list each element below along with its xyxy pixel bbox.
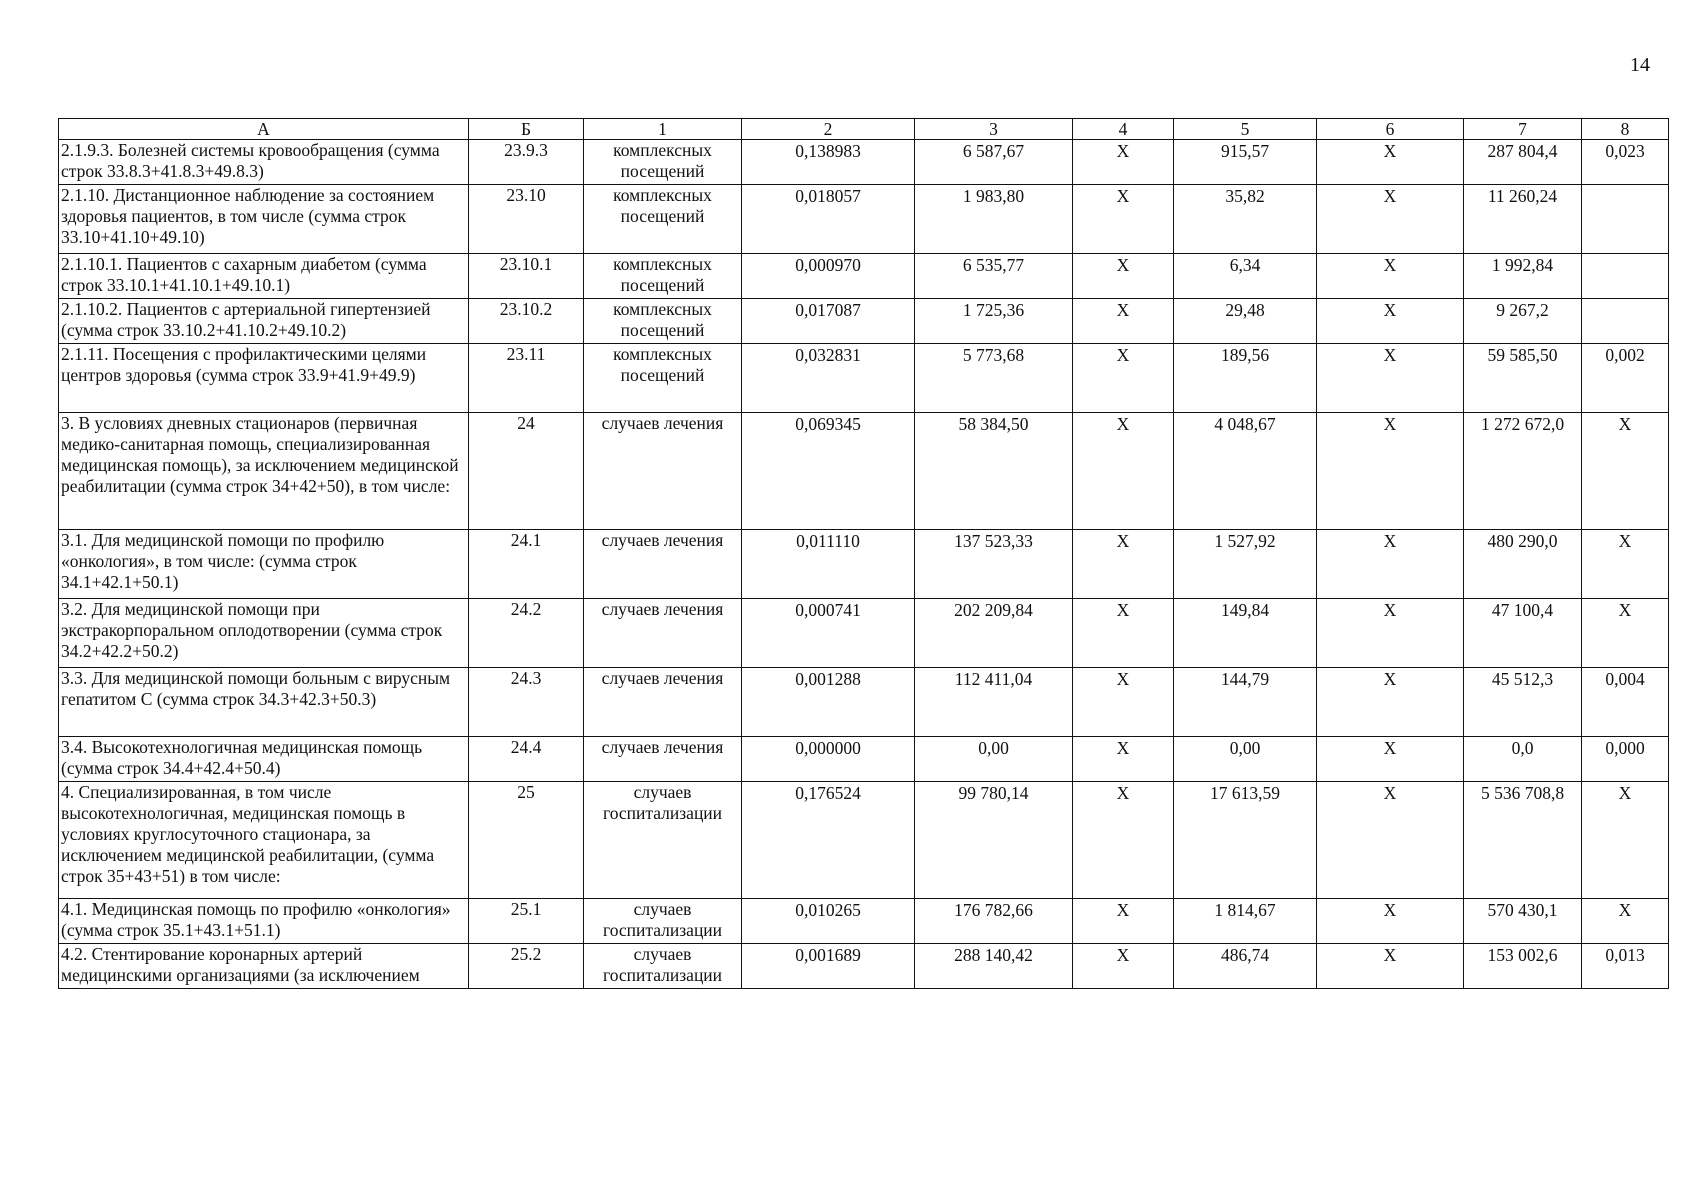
row-unit-cell: случаев лечения bbox=[584, 668, 742, 737]
row-col2-cell: 0,010265 bbox=[742, 899, 915, 944]
row-unit-cell: комплексных посещений bbox=[584, 185, 742, 254]
row-col3-cell: 58 384,50 bbox=[915, 413, 1073, 530]
row-name-cell: 2.1.10. Дистанционное наблюдение за состоянием здоровья пациентов, в том числе (сумма строк 33.10+41.10+49.10) bbox=[59, 185, 469, 254]
row-col5-cell: 4 048,67 bbox=[1174, 413, 1317, 530]
row-col4-cell: Х bbox=[1073, 782, 1174, 899]
header-col-8: 8 bbox=[1582, 119, 1669, 140]
row-col5-cell: 189,56 bbox=[1174, 344, 1317, 413]
row-col4-cell: Х bbox=[1073, 140, 1174, 185]
row-unit-cell: случаев госпитализации bbox=[584, 899, 742, 944]
row-col5-cell: 144,79 bbox=[1174, 668, 1317, 737]
table-row bbox=[59, 254, 1669, 299]
row-col4-cell: Х bbox=[1073, 254, 1174, 299]
header-col-1: 1 bbox=[584, 119, 742, 140]
row-unit-cell: комплексных посещений bbox=[584, 140, 742, 185]
row-col8-cell bbox=[1582, 185, 1669, 254]
row-code-cell: 25 bbox=[469, 782, 584, 899]
row-col6-cell: Х bbox=[1317, 344, 1464, 413]
row-col7-cell: 287 804,4 bbox=[1464, 140, 1582, 185]
row-col2-cell: 0,000741 bbox=[742, 599, 915, 668]
row-col8-cell bbox=[1582, 299, 1669, 344]
row-col3-cell: 202 209,84 bbox=[915, 599, 1073, 668]
row-col3-cell: 1 983,80 bbox=[915, 185, 1073, 254]
row-col8-cell: 0,004 bbox=[1582, 668, 1669, 737]
row-col7-cell: 153 002,6 bbox=[1464, 944, 1582, 989]
row-code-cell: 24.1 bbox=[469, 530, 584, 599]
row-col4-cell: Х bbox=[1073, 413, 1174, 530]
table-row bbox=[59, 782, 1669, 899]
row-col5-cell: 915,57 bbox=[1174, 140, 1317, 185]
table-row bbox=[59, 140, 1669, 185]
table-row bbox=[59, 599, 1669, 668]
data-table bbox=[58, 118, 1669, 989]
row-col8-cell bbox=[1582, 254, 1669, 299]
row-col3-cell: 176 782,66 bbox=[915, 899, 1073, 944]
row-col3-cell: 5 773,68 bbox=[915, 344, 1073, 413]
row-name-cell: 2.1.11. Посещения с профилактическими целями центров здоровья (сумма строк 33.9+41.9+49.9) bbox=[59, 344, 469, 413]
row-col6-cell: Х bbox=[1317, 899, 1464, 944]
row-col2-cell: 0,000970 bbox=[742, 254, 915, 299]
row-col7-cell: 45 512,3 bbox=[1464, 668, 1582, 737]
header-row bbox=[59, 119, 1669, 140]
row-code-cell: 24.4 bbox=[469, 737, 584, 782]
row-col4-cell: Х bbox=[1073, 668, 1174, 737]
row-col6-cell: Х bbox=[1317, 737, 1464, 782]
header-col-6: 6 bbox=[1317, 119, 1464, 140]
row-unit-cell: случаев лечения bbox=[584, 737, 742, 782]
row-col5-cell: 29,48 bbox=[1174, 299, 1317, 344]
row-col3-cell: 6 535,77 bbox=[915, 254, 1073, 299]
table-header bbox=[59, 119, 1669, 140]
table-row bbox=[59, 299, 1669, 344]
row-col8-cell: Х bbox=[1582, 530, 1669, 599]
page-number: 14 bbox=[1630, 54, 1650, 76]
row-name-cell: 3. В условиях дневных стационаров (первичная медико-санитарная помощь, специализированная медицинская помощь), за исключением медицинской реабилитации (сумма строк 34+42+50), в том числе: bbox=[59, 413, 469, 530]
row-unit-cell: комплексных посещений bbox=[584, 299, 742, 344]
row-col3-cell: 137 523,33 bbox=[915, 530, 1073, 599]
row-col5-cell: 6,34 bbox=[1174, 254, 1317, 299]
row-col7-cell: 5 536 708,8 bbox=[1464, 782, 1582, 899]
row-code-cell: 23.11 bbox=[469, 344, 584, 413]
row-col7-cell: 480 290,0 bbox=[1464, 530, 1582, 599]
row-code-cell: 25.2 bbox=[469, 944, 584, 989]
row-col5-cell: 0,00 bbox=[1174, 737, 1317, 782]
table-row bbox=[59, 737, 1669, 782]
row-code-cell: 23.10.2 bbox=[469, 299, 584, 344]
row-name-cell: 3.4. Высокотехнологичная медицинская помощь (сумма строк 34.4+42.4+50.4) bbox=[59, 737, 469, 782]
row-col3-cell: 0,00 bbox=[915, 737, 1073, 782]
row-col6-cell: Х bbox=[1317, 944, 1464, 989]
row-col2-cell: 0,176524 bbox=[742, 782, 915, 899]
row-col8-cell: 0,023 bbox=[1582, 140, 1669, 185]
header-col-3: 3 bbox=[915, 119, 1073, 140]
row-code-cell: 23.10 bbox=[469, 185, 584, 254]
row-col5-cell: 486,74 bbox=[1174, 944, 1317, 989]
row-col8-cell: Х bbox=[1582, 782, 1669, 899]
row-unit-cell: комплексных посещений bbox=[584, 254, 742, 299]
header-col-4: 4 bbox=[1073, 119, 1174, 140]
row-name-cell: 4.1. Медицинская помощь по профилю «онкология» (сумма строк 35.1+43.1+51.1) bbox=[59, 899, 469, 944]
row-col6-cell: Х bbox=[1317, 185, 1464, 254]
row-col3-cell: 112 411,04 bbox=[915, 668, 1073, 737]
row-name-cell: 4.2. Стентирование коронарных артерий медицинскими организациями (за исключением bbox=[59, 944, 469, 989]
row-code-cell: 24 bbox=[469, 413, 584, 530]
row-code-cell: 25.1 bbox=[469, 899, 584, 944]
row-col4-cell: Х bbox=[1073, 944, 1174, 989]
table-row bbox=[59, 944, 1669, 989]
row-col5-cell: 17 613,59 bbox=[1174, 782, 1317, 899]
row-name-cell: 2.1.10.2. Пациентов с артериальной гипертензией (сумма строк 33.10.2+41.10.2+49.10.2) bbox=[59, 299, 469, 344]
row-unit-cell: случаев лечения bbox=[584, 413, 742, 530]
row-col4-cell: Х bbox=[1073, 299, 1174, 344]
row-col2-cell: 0,000000 bbox=[742, 737, 915, 782]
row-col5-cell: 1 814,67 bbox=[1174, 899, 1317, 944]
row-col6-cell: Х bbox=[1317, 413, 1464, 530]
row-col2-cell: 0,011110 bbox=[742, 530, 915, 599]
row-col7-cell: 59 585,50 bbox=[1464, 344, 1582, 413]
row-unit-cell: случаев лечения bbox=[584, 530, 742, 599]
row-col2-cell: 0,069345 bbox=[742, 413, 915, 530]
row-name-cell: 3.3. Для медицинской помощи больным с вирусным гепатитом С (сумма строк 34.3+42.3+50.3) bbox=[59, 668, 469, 737]
row-col5-cell: 149,84 bbox=[1174, 599, 1317, 668]
row-unit-cell: комплексных посещений bbox=[584, 344, 742, 413]
row-col3-cell: 6 587,67 bbox=[915, 140, 1073, 185]
row-col2-cell: 0,001288 bbox=[742, 668, 915, 737]
table-row bbox=[59, 413, 1669, 530]
row-name-cell: 2.1.10.1. Пациентов с сахарным диабетом (сумма строк 33.10.1+41.10.1+49.10.1) bbox=[59, 254, 469, 299]
row-unit-cell: случаев лечения bbox=[584, 599, 742, 668]
row-unit-cell: случаев госпитализации bbox=[584, 782, 742, 899]
table-body bbox=[59, 140, 1669, 989]
row-col7-cell: 9 267,2 bbox=[1464, 299, 1582, 344]
row-code-cell: 23.9.3 bbox=[469, 140, 584, 185]
row-col5-cell: 1 527,92 bbox=[1174, 530, 1317, 599]
table-row bbox=[59, 530, 1669, 599]
header-col-5: 5 bbox=[1174, 119, 1317, 140]
row-code-cell: 24.3 bbox=[469, 668, 584, 737]
row-col4-cell: Х bbox=[1073, 899, 1174, 944]
row-col7-cell: 11 260,24 bbox=[1464, 185, 1582, 254]
row-col8-cell: Х bbox=[1582, 899, 1669, 944]
row-name-cell: 3.2. Для медицинской помощи при экстракорпоральном оплодотворении (сумма строк 34.2+42.2+50.2) bbox=[59, 599, 469, 668]
row-col3-cell: 1 725,36 bbox=[915, 299, 1073, 344]
header-col-2: 2 bbox=[742, 119, 915, 140]
row-col8-cell: 0,013 bbox=[1582, 944, 1669, 989]
row-col3-cell: 99 780,14 bbox=[915, 782, 1073, 899]
row-col8-cell: 0,000 bbox=[1582, 737, 1669, 782]
row-col2-cell: 0,138983 bbox=[742, 140, 915, 185]
row-col6-cell: Х bbox=[1317, 140, 1464, 185]
row-col8-cell: Х bbox=[1582, 599, 1669, 668]
row-name-cell: 2.1.9.3. Болезней системы кровообращения (сумма строк 33.8.3+41.8.3+49.8.3) bbox=[59, 140, 469, 185]
row-col7-cell: 0,0 bbox=[1464, 737, 1582, 782]
row-col8-cell: Х bbox=[1582, 413, 1669, 530]
row-col7-cell: 1 992,84 bbox=[1464, 254, 1582, 299]
row-unit-cell: случаев госпитализации bbox=[584, 944, 742, 989]
row-col6-cell: Х bbox=[1317, 530, 1464, 599]
row-col6-cell: Х bbox=[1317, 668, 1464, 737]
row-col6-cell: Х bbox=[1317, 299, 1464, 344]
row-col8-cell: 0,002 bbox=[1582, 344, 1669, 413]
row-col4-cell: Х bbox=[1073, 185, 1174, 254]
row-code-cell: 23.10.1 bbox=[469, 254, 584, 299]
row-col3-cell: 288 140,42 bbox=[915, 944, 1073, 989]
row-col4-cell: Х bbox=[1073, 599, 1174, 668]
row-name-cell: 4. Специализированная, в том числе высокотехнологичная, медицинская помощь в условиях круглосуточного стационара, за исключением медицинской реабилитации, (сумма строк 35+43+51) в том числе: bbox=[59, 782, 469, 899]
table-row bbox=[59, 344, 1669, 413]
row-col7-cell: 570 430,1 bbox=[1464, 899, 1582, 944]
row-col6-cell: Х bbox=[1317, 254, 1464, 299]
row-col6-cell: Х bbox=[1317, 782, 1464, 899]
row-col4-cell: Х bbox=[1073, 344, 1174, 413]
header-col-b: Б bbox=[469, 119, 584, 140]
row-col7-cell: 1 272 672,0 bbox=[1464, 413, 1582, 530]
row-col6-cell: Х bbox=[1317, 599, 1464, 668]
header-col-a: А bbox=[59, 119, 469, 140]
row-col2-cell: 0,018057 bbox=[742, 185, 915, 254]
table-row bbox=[59, 899, 1669, 944]
row-col5-cell: 35,82 bbox=[1174, 185, 1317, 254]
row-col4-cell: Х bbox=[1073, 530, 1174, 599]
table-row bbox=[59, 185, 1669, 254]
table-row bbox=[59, 668, 1669, 737]
header-col-7: 7 bbox=[1464, 119, 1582, 140]
row-code-cell: 24.2 bbox=[469, 599, 584, 668]
row-col2-cell: 0,017087 bbox=[742, 299, 915, 344]
row-col4-cell: Х bbox=[1073, 737, 1174, 782]
row-name-cell: 3.1. Для медицинской помощи по профилю «онкология», в том числе: (сумма строк 34.1+42.1+50.1) bbox=[59, 530, 469, 599]
row-col2-cell: 0,032831 bbox=[742, 344, 915, 413]
row-col2-cell: 0,001689 bbox=[742, 944, 915, 989]
row-col7-cell: 47 100,4 bbox=[1464, 599, 1582, 668]
